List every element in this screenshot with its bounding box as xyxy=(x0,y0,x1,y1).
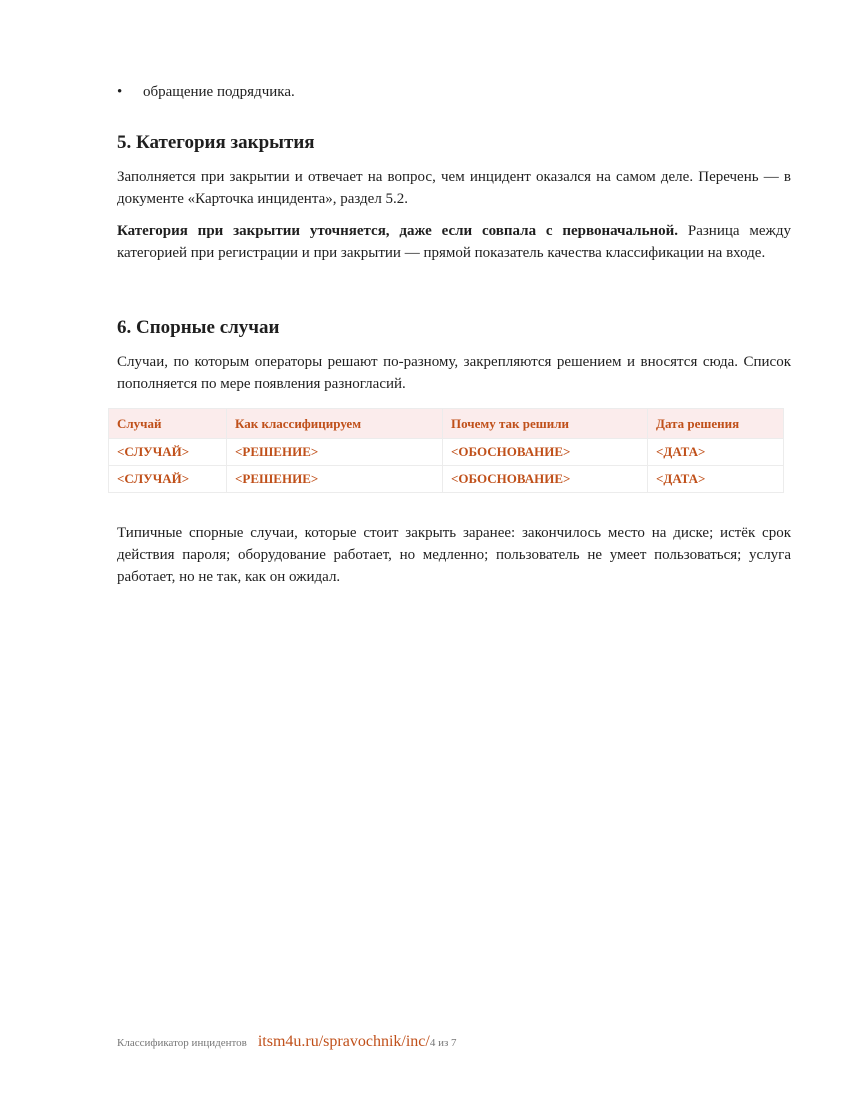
page-number: 4 из 7 xyxy=(429,1037,457,1049)
list-item-text: обращение подрядчика. xyxy=(143,84,295,100)
table-header-cell: Как классифицируем xyxy=(227,409,443,439)
section-6-paragraph-2: Типичные спорные случаи, которые стоит закрыть заранее: закончилось место на диске; истёк срок действия пароля; оборудование работает, но медленно; пользователь не умеет пользоваться; услуга работает, но не так, как он ожидал. xyxy=(117,525,791,585)
table-cell: <ОБОСНОВАНИЕ> xyxy=(443,439,648,466)
table-header-row xyxy=(109,409,784,439)
table-header-cell: Почему так решили xyxy=(443,409,648,439)
table-cell: <СЛУЧАЙ> xyxy=(109,466,227,493)
section-5-heading: 5. Категория закрытия xyxy=(117,132,315,153)
table-row xyxy=(109,466,784,493)
page-footer xyxy=(117,1033,457,1051)
section-6-heading: 6. Спорные случаи xyxy=(117,317,280,338)
section-5-paragraph-2-bold: Категория при закрытии уточняется, даже если совпала с первоначальной. xyxy=(117,223,679,239)
section-5-paragraph-2-rest: Разница между категорией при регистрации и при закрытии — прямой показатель качества классификации на входе. xyxy=(117,223,792,261)
footer-doc-title: Классификатор инцидентов xyxy=(117,1037,247,1049)
table-cell: <РЕШЕНИЕ> xyxy=(227,466,443,493)
section-5-paragraph-1: Заполняется при закрытии и отвечает на вопрос, чем инцидент оказался на самом деле. Перечень — в документе «Карточка инцидента», раздел 5.2. xyxy=(117,169,791,207)
table-cell: <РЕШЕНИЕ> xyxy=(227,439,443,466)
table-cell: <ДАТА> xyxy=(648,439,784,466)
table-cell: <СЛУЧАЙ> xyxy=(109,439,227,466)
table-header-cell: Дата решения xyxy=(648,409,784,439)
table-header-cell: Случай xyxy=(109,409,227,439)
bullet-icon: • xyxy=(117,84,123,100)
footer-link[interactable]: itsm4u.ru/spravochnik/inc/ xyxy=(257,1033,430,1050)
section-6-paragraph-1: Случаи, по которым операторы решают по-разному, закрепляются решением и вносятся сюда. Список пополняется по мере появления разногласий. xyxy=(117,354,791,392)
table-row xyxy=(109,439,784,466)
section-5-paragraph-2 xyxy=(117,220,791,264)
table-cell: <ОБОСНОВАНИЕ> xyxy=(443,466,648,493)
table-cell: <ДАТА> xyxy=(648,466,784,493)
disputed-cases-table xyxy=(108,408,784,493)
